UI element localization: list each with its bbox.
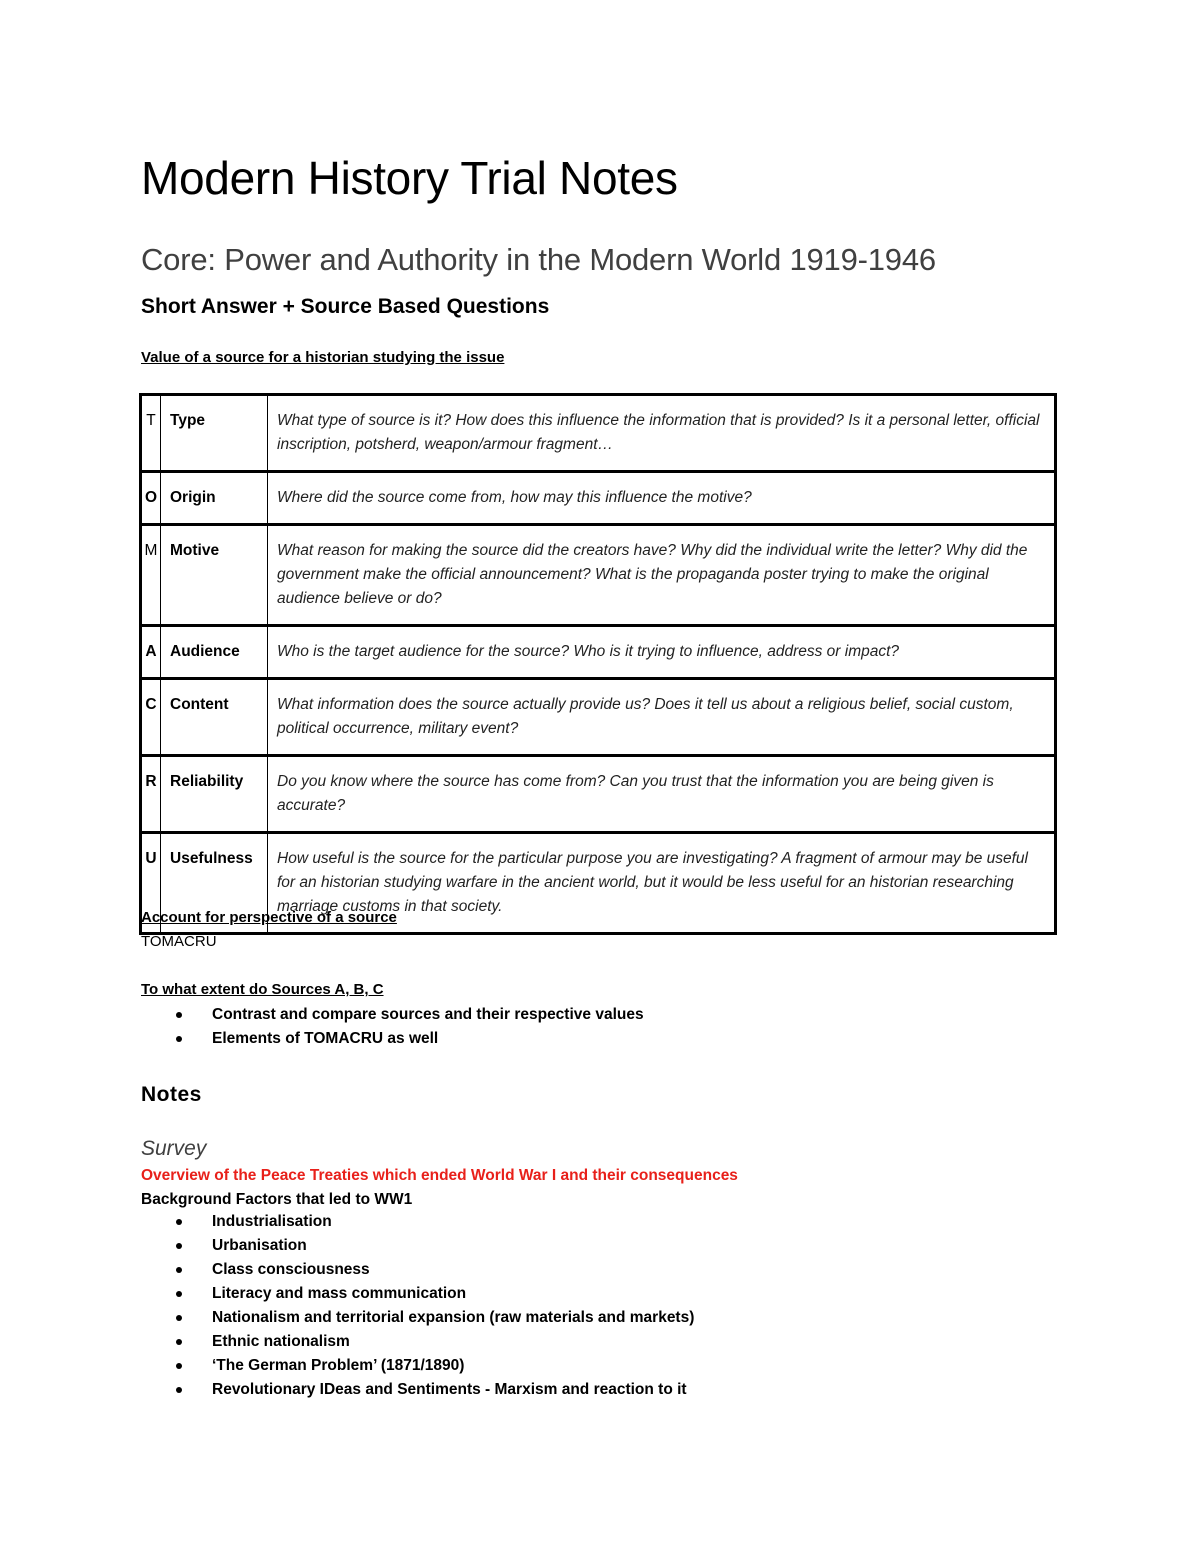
row-description: How useful is the source for the particular purpose you are investigating? A fragment of armour may be useful for an historian studying warfare in the ancient world, but it would be less useful for an historian researching marriage customs in that society.: [268, 833, 1056, 934]
row-letter: C: [141, 679, 161, 756]
table-row: [141, 679, 1056, 756]
row-description: What type of source is it? How does this influence the information that is provided? Is it a personal letter, official inscription, potsherd, weapon/armour fragment…: [268, 395, 1056, 472]
row-description: Where did the source come from, how may this influence the motive?: [268, 472, 1056, 525]
row-description: Who is the target audience for the source? Who is it trying to influence, address or impact?: [268, 626, 1056, 679]
list-item: [141, 1282, 694, 1306]
row-description: What reason for making the source did the creators have? Why did the individual write the letter? Why did the government make the official announcement? What is the propaganda poster trying to make the original audience believe or do?: [268, 525, 1056, 626]
list-item: [141, 1027, 644, 1051]
list-item-label: Industrialisation: [212, 1213, 332, 1230]
background-heading: Background Factors that led to WW1: [141, 1191, 413, 1208]
list-item: [141, 1378, 694, 1402]
list-item-label: ‘The German Problem’ (1871/1890): [212, 1357, 465, 1374]
list-item-label: Revolutionary IDeas and Sentiments - Marxism and reaction to it: [212, 1381, 687, 1398]
list-item-label: Urbanisation: [212, 1237, 307, 1254]
row-letter: O: [141, 472, 161, 525]
bullet-icon: [176, 1291, 182, 1297]
table-row: [141, 472, 1056, 525]
bullet-icon: [176, 1387, 182, 1393]
row-letter: M: [141, 525, 161, 626]
list-item: [141, 1003, 644, 1027]
value-heading: Value of a source for a historian studying the issue: [141, 349, 505, 366]
document-title: Modern History Trial Notes: [141, 152, 678, 204]
row-letter: R: [141, 756, 161, 833]
background-list: [141, 1210, 694, 1402]
row-letter: T: [141, 395, 161, 472]
table-row: [141, 626, 1056, 679]
list-item: [141, 1234, 694, 1258]
row-term: Reliability: [161, 756, 268, 833]
list-item: [141, 1354, 694, 1378]
bullet-icon: [176, 1315, 182, 1321]
row-description: Do you know where the source has come from? Can you trust that the information you are being given is accurate?: [268, 756, 1056, 833]
tomacru-table: [139, 393, 1057, 935]
list-item-label: Literacy and mass communication: [212, 1285, 467, 1302]
list-item: [141, 1210, 694, 1234]
table-row: [141, 756, 1056, 833]
list-item-label: Nationalism and territorial expansion (raw materials and markets): [212, 1309, 695, 1326]
bullet-icon: [176, 1363, 182, 1369]
row-description: What information does the source actually provide us? Does it tell us about a religious belief, social custom, political occurrence, military event?: [268, 679, 1056, 756]
row-letter: A: [141, 626, 161, 679]
row-term: Audience: [161, 626, 268, 679]
extent-list: [141, 1003, 644, 1051]
account-text: TOMACRU: [141, 933, 217, 950]
row-term: Origin: [161, 472, 268, 525]
list-item-label: Elements of TOMACRU as well: [212, 1030, 439, 1047]
row-term: Motive: [161, 525, 268, 626]
bullet-icon: [176, 1339, 182, 1345]
bullet-icon: [176, 1243, 182, 1249]
row-letter: U: [141, 833, 161, 934]
notes-heading: Notes: [141, 1083, 202, 1106]
core-subtitle: Core: Power and Authority in the Modern World 1919-1946: [141, 242, 936, 277]
list-item: [141, 1258, 694, 1282]
list-item: [141, 1330, 694, 1354]
bullet-icon: [176, 1267, 182, 1273]
survey-label: Survey: [141, 1137, 207, 1160]
bullet-icon: [176, 1219, 182, 1225]
row-term: Content: [161, 679, 268, 756]
row-term: Usefulness: [161, 833, 268, 934]
list-item-label: Contrast and compare sources and their respective values: [212, 1006, 644, 1023]
list-item-label: Class consciousness: [212, 1261, 370, 1278]
table-row: [141, 525, 1056, 626]
bullet-icon: [176, 1012, 182, 1018]
section-heading: Short Answer + Source Based Questions: [141, 295, 550, 318]
peace-treaties-heading: Overview of the Peace Treaties which ended World War I and their consequences: [141, 1167, 738, 1184]
table-row: [141, 395, 1056, 472]
list-item-label: Ethnic nationalism: [212, 1333, 350, 1350]
bullet-icon: [176, 1036, 182, 1042]
account-heading: Account for perspective of a source: [141, 909, 397, 926]
row-term: Type: [161, 395, 268, 472]
extent-heading: To what extent do Sources A, B, C: [141, 981, 384, 998]
list-item: [141, 1306, 694, 1330]
